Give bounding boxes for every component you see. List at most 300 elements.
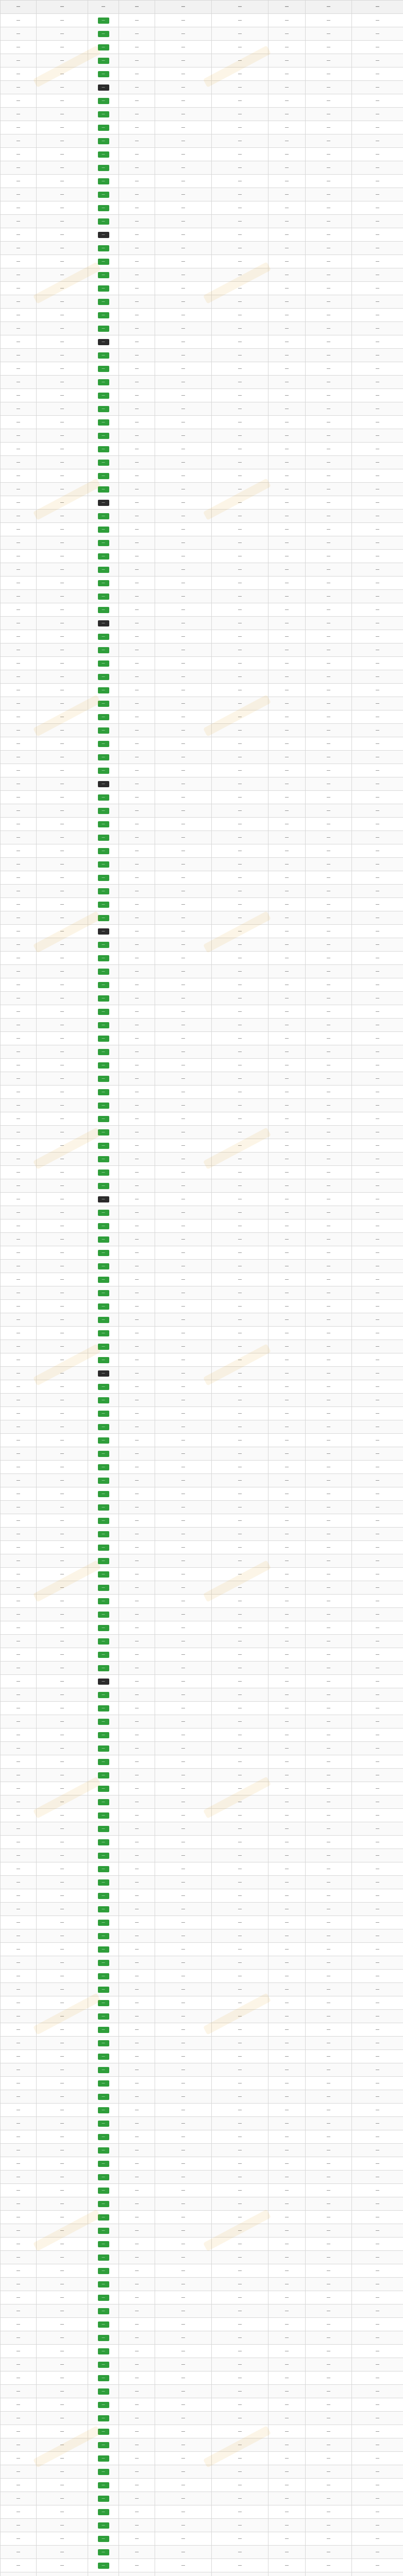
- table-cell: —: [212, 2492, 268, 2505]
- table-cell: —: [37, 1755, 88, 1769]
- header-cell-1: —: [37, 1, 88, 14]
- table-cell: —: [155, 1260, 212, 1273]
- status-badge: —: [98, 848, 109, 854]
- table-cell: —: [268, 2546, 306, 2559]
- table-cell: —: [119, 362, 155, 376]
- table-cell: —: [352, 1206, 403, 1219]
- table-cell: —: [37, 871, 88, 885]
- table-row: [1, 1045, 403, 1059]
- status-badge: —: [98, 2496, 109, 2502]
- table-cell: —: [1, 215, 37, 228]
- table-cell: —: [119, 536, 155, 550]
- table-row: [1, 282, 403, 295]
- status-badge: —: [98, 446, 109, 452]
- table-cell: —: [306, 1608, 352, 1621]
- status-cell: [88, 2385, 119, 2398]
- status-cell: [88, 2090, 119, 2104]
- status-cell: [88, 134, 119, 148]
- table-cell: —: [1, 54, 37, 67]
- table-row: [1, 416, 403, 429]
- status-badge: —: [98, 1156, 109, 1162]
- status-cell: [88, 1327, 119, 1340]
- status-badge: —: [98, 527, 109, 533]
- table-cell: —: [268, 188, 306, 201]
- table-row: [1, 1715, 403, 1728]
- table-row: [1, 2358, 403, 2371]
- table-row: [1, 1742, 403, 1755]
- table-cell: —: [212, 751, 268, 764]
- table-cell: —: [1, 1059, 37, 1072]
- table-row: [1, 1608, 403, 1621]
- table-cell: —: [306, 1461, 352, 1474]
- table-cell: —: [268, 2492, 306, 2505]
- table-cell: —: [212, 1206, 268, 1219]
- status-badge: —: [98, 1250, 109, 1256]
- table-cell: —: [1, 188, 37, 201]
- table-cell: —: [268, 844, 306, 858]
- table-cell: —: [352, 1702, 403, 1715]
- table-row: [1, 1420, 403, 1434]
- table-cell: —: [212, 1662, 268, 1675]
- table-cell: —: [352, 844, 403, 858]
- table-cell: —: [268, 1380, 306, 1394]
- table-cell: —: [268, 1501, 306, 1514]
- table-cell: —: [119, 1300, 155, 1313]
- table-cell: —: [37, 1286, 88, 1300]
- status-badge: —: [98, 125, 109, 131]
- table-cell: —: [1, 2371, 37, 2385]
- table-cell: —: [212, 1019, 268, 1032]
- table-cell: —: [306, 469, 352, 483]
- table-cell: —: [306, 1755, 352, 1769]
- table-cell: —: [1, 456, 37, 469]
- table-cell: —: [119, 255, 155, 268]
- table-cell: —: [37, 376, 88, 389]
- table-cell: —: [37, 1996, 88, 2010]
- table-cell: —: [1, 1996, 37, 2010]
- status-badge: —: [98, 2107, 109, 2113]
- status-cell: [88, 1742, 119, 1755]
- table-cell: —: [306, 201, 352, 215]
- table-cell: —: [1, 1394, 37, 1407]
- table-cell: —: [352, 389, 403, 402]
- status-badge: —: [98, 192, 109, 198]
- status-cell: [88, 242, 119, 255]
- table-cell: —: [306, 2452, 352, 2465]
- table-cell: —: [268, 965, 306, 978]
- status-cell: [88, 121, 119, 134]
- table-row: [1, 992, 403, 1005]
- table-cell: —: [119, 550, 155, 563]
- table-cell: —: [352, 335, 403, 349]
- table-cell: —: [119, 1970, 155, 1983]
- status-badge: —: [98, 1076, 109, 1082]
- table-cell: —: [37, 416, 88, 429]
- table-cell: —: [352, 2023, 403, 2037]
- table-cell: —: [212, 1219, 268, 1233]
- status-cell: [88, 603, 119, 617]
- table-cell: —: [37, 2184, 88, 2197]
- table-cell: —: [1, 1889, 37, 1903]
- table-cell: —: [119, 443, 155, 456]
- table-cell: —: [352, 1327, 403, 1340]
- table-cell: —: [212, 1541, 268, 1554]
- table-cell: —: [352, 1903, 403, 1916]
- table-cell: —: [37, 2331, 88, 2345]
- table-cell: —: [306, 2090, 352, 2104]
- status-badge: —: [98, 687, 109, 693]
- header-cell-0: —: [1, 1, 37, 14]
- status-cell: [88, 1809, 119, 1822]
- table-cell: —: [155, 2412, 212, 2425]
- table-cell: —: [212, 1809, 268, 1822]
- status-badge: —: [98, 594, 109, 600]
- table-cell: —: [119, 2546, 155, 2559]
- status-badge: —: [98, 285, 109, 292]
- table-cell: —: [352, 1072, 403, 1086]
- table-cell: —: [268, 1126, 306, 1139]
- table-cell: —: [352, 2157, 403, 2171]
- status-cell: [88, 1394, 119, 1407]
- table-cell: —: [155, 1019, 212, 1032]
- table-cell: —: [352, 402, 403, 416]
- status-cell: [88, 362, 119, 376]
- table-cell: —: [37, 1929, 88, 1943]
- table-row: [1, 2492, 403, 2505]
- table-cell: —: [352, 1809, 403, 1822]
- table-cell: —: [155, 1648, 212, 1662]
- table-cell: —: [37, 2412, 88, 2425]
- table-cell: —: [268, 1728, 306, 1742]
- table-cell: —: [268, 938, 306, 952]
- table-cell: —: [352, 670, 403, 684]
- table-cell: —: [37, 2505, 88, 2519]
- table-cell: —: [1, 1862, 37, 1876]
- table-row: [1, 1099, 403, 1112]
- table-cell: —: [1, 2077, 37, 2090]
- status-cell: [88, 2304, 119, 2318]
- status-cell: [88, 1903, 119, 1916]
- table-cell: —: [352, 376, 403, 389]
- table-cell: —: [306, 751, 352, 764]
- table-cell: —: [37, 188, 88, 201]
- table-cell: —: [268, 1782, 306, 1795]
- table-cell: —: [1, 496, 37, 510]
- status-badge: —: [98, 1946, 109, 1953]
- table-cell: —: [268, 1889, 306, 1903]
- table-cell: —: [155, 2224, 212, 2238]
- table-cell: —: [37, 1889, 88, 1903]
- table-row: [1, 1206, 403, 1219]
- table-cell: [1, 2572, 37, 2576]
- status-badge: —: [98, 205, 109, 211]
- table-cell: —: [268, 2211, 306, 2224]
- status-badge: —: [98, 326, 109, 332]
- table-cell: —: [155, 1072, 212, 1086]
- table-cell: —: [155, 161, 212, 175]
- table-cell: —: [306, 1983, 352, 1996]
- table-cell: —: [155, 1983, 212, 1996]
- table-cell: —: [212, 1112, 268, 1126]
- table-cell: —: [155, 295, 212, 309]
- table-cell: —: [268, 54, 306, 67]
- table-cell: —: [268, 2398, 306, 2412]
- table-cell: —: [1, 1608, 37, 1621]
- table-cell: —: [212, 536, 268, 550]
- header-cell-7: —: [306, 1, 352, 14]
- table-cell: —: [155, 1514, 212, 1528]
- table-cell: —: [268, 764, 306, 777]
- table-cell: —: [306, 1153, 352, 1166]
- table-cell: —: [212, 483, 268, 496]
- table-cell: —: [268, 1327, 306, 1340]
- table-cell: —: [306, 844, 352, 858]
- table-cell: —: [1, 697, 37, 710]
- table-cell: —: [1, 242, 37, 255]
- table-cell: —: [306, 938, 352, 952]
- table-cell: —: [212, 2385, 268, 2398]
- table-cell: —: [212, 550, 268, 563]
- status-badge: —: [98, 2308, 109, 2314]
- table-cell: —: [306, 2211, 352, 2224]
- table-row: [1, 1487, 403, 1501]
- table-cell: —: [268, 2278, 306, 2291]
- table-cell: —: [352, 697, 403, 710]
- table-cell: —: [1, 1742, 37, 1755]
- table-row: [1, 1139, 403, 1153]
- table-cell: —: [37, 121, 88, 134]
- table-cell: —: [268, 1608, 306, 1621]
- table-cell: —: [119, 2184, 155, 2197]
- table-cell: —: [119, 469, 155, 483]
- table-cell: —: [212, 684, 268, 697]
- table-cell: —: [212, 1755, 268, 1769]
- table-cell: —: [212, 2130, 268, 2144]
- table-row: [1, 670, 403, 684]
- table-row: [1, 764, 403, 777]
- table-cell: —: [306, 1568, 352, 1581]
- table-cell: —: [119, 2425, 155, 2438]
- table-cell: —: [212, 2398, 268, 2412]
- table-cell: —: [119, 2130, 155, 2144]
- status-badge: —: [98, 928, 109, 935]
- table-cell: —: [268, 94, 306, 108]
- table-cell: —: [306, 1032, 352, 1045]
- table-cell: —: [37, 14, 88, 27]
- table-cell: —: [306, 2479, 352, 2492]
- table-cell: —: [352, 134, 403, 148]
- table-cell: —: [212, 309, 268, 322]
- table-row: [1, 925, 403, 938]
- table-row: [1, 1005, 403, 1019]
- table-cell: —: [1, 898, 37, 911]
- table-cell: —: [352, 1769, 403, 1782]
- table-row: [1, 443, 403, 456]
- table-cell: —: [155, 1742, 212, 1755]
- status-cell: [88, 1032, 119, 1045]
- table-cell: —: [212, 1246, 268, 1260]
- table-cell: —: [268, 1822, 306, 1836]
- status-badge: —: [98, 781, 109, 787]
- table-cell: —: [1, 1434, 37, 1447]
- table-cell: —: [1, 282, 37, 295]
- table-cell: —: [155, 1929, 212, 1943]
- status-badge: —: [98, 1920, 109, 1926]
- table-cell: —: [306, 510, 352, 523]
- table-cell: —: [212, 1929, 268, 1943]
- table-cell: —: [212, 1139, 268, 1153]
- table-cell: —: [212, 2331, 268, 2345]
- table-cell: —: [119, 2278, 155, 2291]
- table-cell: —: [212, 577, 268, 590]
- table-cell: —: [352, 2371, 403, 2385]
- table-cell: —: [1, 603, 37, 617]
- table-cell: —: [37, 1568, 88, 1581]
- table-cell: —: [155, 1086, 212, 1099]
- status-badge: —: [98, 1236, 109, 1243]
- table-cell: —: [306, 710, 352, 724]
- table-row: [1, 858, 403, 871]
- status-cell: [88, 228, 119, 242]
- table-cell: —: [212, 1086, 268, 1099]
- table-cell: —: [212, 376, 268, 389]
- table-cell: —: [1, 1755, 37, 1769]
- status-badge: —: [98, 875, 109, 881]
- table-cell: —: [1, 2251, 37, 2264]
- status-cell: [88, 1420, 119, 1434]
- table-cell: —: [306, 657, 352, 670]
- table-cell: —: [155, 2492, 212, 2505]
- table-row: [1, 2412, 403, 2425]
- table-cell: —: [119, 14, 155, 27]
- table-cell: —: [212, 764, 268, 777]
- table-cell: —: [306, 1782, 352, 1795]
- table-cell: —: [212, 925, 268, 938]
- table-cell: —: [155, 697, 212, 710]
- table-body: [1, 14, 403, 2576]
- table-cell: —: [268, 1688, 306, 1702]
- table-cell: —: [212, 992, 268, 1005]
- table-cell: —: [352, 751, 403, 764]
- table-cell: —: [155, 1702, 212, 1715]
- table-cell: —: [352, 1340, 403, 1353]
- table-cell: —: [155, 2371, 212, 2385]
- table-row: [1, 1568, 403, 1581]
- table-cell: —: [37, 1728, 88, 1742]
- table-cell: —: [119, 1929, 155, 1943]
- table-cell: —: [37, 1983, 88, 1996]
- table-cell: —: [155, 2559, 212, 2572]
- status-cell: [88, 630, 119, 643]
- status-cell: [88, 978, 119, 992]
- status-cell: [88, 2157, 119, 2171]
- table-row: [1, 563, 403, 577]
- status-cell: [88, 1086, 119, 1099]
- table-cell: —: [119, 965, 155, 978]
- table-cell: —: [212, 2546, 268, 2559]
- table-cell: —: [37, 2438, 88, 2452]
- table-cell: —: [352, 1662, 403, 1675]
- status-badge: —: [98, 1679, 109, 1685]
- status-badge: —: [98, 821, 109, 827]
- status-badge: —: [98, 915, 109, 921]
- table-cell: —: [352, 188, 403, 201]
- table-cell: —: [306, 282, 352, 295]
- table-cell: —: [1, 978, 37, 992]
- table-cell: —: [37, 1715, 88, 1728]
- table-cell: —: [37, 1595, 88, 1608]
- table-cell: —: [155, 1153, 212, 1166]
- status-cell: [88, 938, 119, 952]
- table-cell: —: [37, 657, 88, 670]
- table-cell: —: [155, 2010, 212, 2023]
- table-cell: —: [212, 14, 268, 27]
- table-cell: —: [352, 121, 403, 134]
- table-cell: —: [119, 496, 155, 510]
- table-cell: —: [1, 94, 37, 108]
- table-cell: —: [37, 563, 88, 577]
- table-cell: —: [155, 657, 212, 670]
- table-cell: —: [306, 1541, 352, 1554]
- table-cell: —: [306, 2505, 352, 2519]
- table-cell: —: [37, 2117, 88, 2130]
- table-cell: —: [352, 1032, 403, 1045]
- table-cell: —: [306, 54, 352, 67]
- table-cell: —: [37, 1380, 88, 1394]
- status-cell: [88, 2398, 119, 2412]
- table-cell: —: [352, 2532, 403, 2546]
- table-cell: —: [155, 2023, 212, 2037]
- table-cell: —: [306, 1166, 352, 1179]
- table-cell: —: [268, 2063, 306, 2077]
- status-badge: —: [98, 2281, 109, 2287]
- table-cell: —: [352, 992, 403, 1005]
- table-cell: —: [1, 925, 37, 938]
- status-badge: —: [98, 1089, 109, 1095]
- table-cell: —: [268, 1474, 306, 1487]
- status-cell: [88, 1970, 119, 1983]
- table-cell: —: [212, 1407, 268, 1420]
- status-cell: [88, 1019, 119, 1032]
- table-cell: —: [37, 429, 88, 443]
- status-badge: —: [98, 1973, 109, 1979]
- table-cell: —: [306, 1233, 352, 1246]
- status-cell: [88, 2130, 119, 2144]
- status-badge: —: [98, 2201, 109, 2207]
- table-cell: —: [1, 27, 37, 41]
- table-cell: —: [37, 938, 88, 952]
- table-row: [1, 215, 403, 228]
- table-cell: —: [352, 2171, 403, 2184]
- table-cell: —: [155, 1769, 212, 1782]
- table-cell: —: [268, 2559, 306, 2572]
- table-row: [1, 2304, 403, 2318]
- status-cell: [88, 282, 119, 295]
- table-cell: —: [306, 885, 352, 898]
- table-cell: —: [119, 1353, 155, 1367]
- table-cell: —: [119, 617, 155, 630]
- table-cell: —: [119, 1528, 155, 1541]
- table-cell: —: [155, 1420, 212, 1434]
- table-cell: —: [37, 2492, 88, 2505]
- table-cell: —: [268, 710, 306, 724]
- table-cell: —: [155, 1112, 212, 1126]
- table-cell: —: [119, 1648, 155, 1662]
- table-cell: —: [352, 577, 403, 590]
- table-cell: —: [1, 2465, 37, 2479]
- table-cell: —: [306, 349, 352, 362]
- table-cell: —: [268, 1313, 306, 1327]
